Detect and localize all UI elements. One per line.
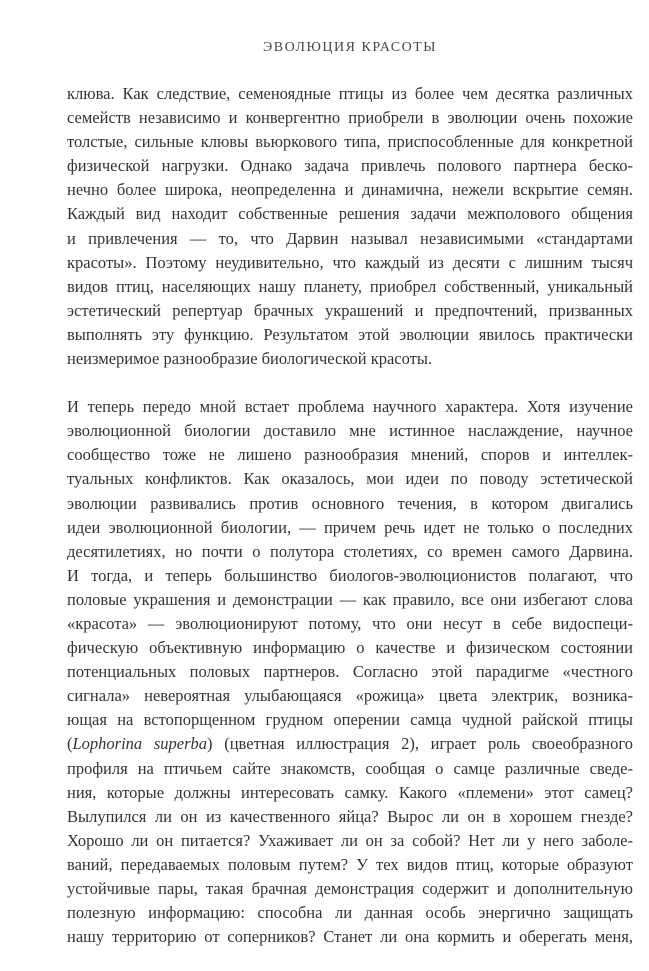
running-header: ЭВОЛЮЦИЯ КРАСОТЫ bbox=[263, 40, 437, 55]
text-line: потенциальных половых партнеров. Согласно этой парадигме «честного bbox=[67, 662, 633, 682]
text-line: половые украшения и демонстрации — как правило, все они избегают слова bbox=[67, 589, 633, 609]
text-line: ния, которые должны интересовать самку. Какого «племени» этот самец? bbox=[67, 782, 633, 802]
text-line: ющая на встопорщенном грудном оперении самца чудной райской птицы bbox=[67, 710, 633, 730]
text-line: устойчивые пары, такая брачная демонстрация содержит и дополнительную bbox=[67, 879, 633, 898]
text-line: туальных конфликтов. Как оказалось, мои идеи по поводу эстетической bbox=[67, 469, 633, 489]
text-line: нашу территорию от соперников? Станет ли она кормить и оберегать меня, bbox=[67, 927, 633, 947]
text-line: физической нагрузки. Однако задача привлечь полового партнера беско- bbox=[67, 156, 633, 176]
text-line: семейств независимо и конвергентно приобрели в эволюции очень похожие bbox=[67, 108, 633, 128]
text-line: нечно более широка, неопределенна и динамична, нежели вскрытие семян. bbox=[67, 180, 633, 200]
text-line: и привлечения — то, что Дарвин называл независимыми «стандартами bbox=[67, 228, 633, 248]
text-line: полезную информацию: способна ли данная особь энергично защищать bbox=[67, 903, 633, 923]
text-line: «красота» — эволюционируют потому, что они несут в себе видоспеци- bbox=[67, 613, 633, 633]
text-line: Каждый вид находит собственные решения задачи межполового общения bbox=[67, 204, 633, 224]
text-line: идеи эволюционной биологии, — причем речь идет не только о последних bbox=[67, 517, 633, 537]
text-line: фическую объективную информацию о качестве и физическом состоянии bbox=[67, 638, 633, 658]
text-line: эстетический репертуар брачных украшений и предпочтений, призванных bbox=[67, 300, 633, 320]
text-line: сигнала» невероятная улыбающаяся «рожица» цвета электрик, возника- bbox=[67, 686, 633, 706]
text-line: И тогда, и теперь большинство биологов-эволюционистов полагают, что bbox=[67, 565, 633, 585]
text-line: эволюционной биологии доставило мне истинное наслаждение, научное bbox=[67, 421, 633, 441]
text-line: десятилетиях, но почти о полутора столетиях, со времен самого Дарвина. bbox=[67, 541, 633, 561]
paragraph bbox=[67, 82, 633, 371]
paragraph bbox=[67, 395, 633, 949]
text-line: клюва. Как следствие, семеноядные птицы из более чем десятка различных bbox=[67, 84, 633, 103]
text-line: видов птиц, населяющих нашу планету, приобрел собственный, уникальный bbox=[67, 276, 633, 296]
text-line: эволюции развивались против основного течения, в котором двигались bbox=[67, 493, 633, 513]
page-body bbox=[67, 82, 633, 949]
text-line: выполнять эту функцию. Результатом этой эволюции явилось практически bbox=[67, 324, 633, 344]
text-line: сообщество тоже не лишено разнообразия мнений, споров и интеллек- bbox=[67, 445, 633, 465]
text-line: профиля на птичьем сайте знакомств, сообщая о самце различные сведе- bbox=[67, 758, 633, 778]
text-line: красоты». Поэтому неудивительно, что каждый из десяти с лишним тысяч bbox=[67, 252, 633, 272]
text-line: И теперь передо мной встает проблема научного характера. Хотя изучение bbox=[67, 397, 633, 417]
species-name-italic: Lophorina superba bbox=[72, 734, 208, 754]
text-line: неизмеримое разнообразие биологической красоты. bbox=[67, 349, 433, 369]
text-line: Хорошо ли он питается? Ухаживает ли он за собой? Нет ли у него заболе- bbox=[67, 830, 633, 850]
text-line: толстые, сильные клювы вьюркового типа, приспособленные для конкретной bbox=[67, 132, 633, 152]
text-line: Вылупился ли он из качественного яйца? Вырос ли он в хорошем гнезде? bbox=[67, 806, 633, 826]
text-line: (Lophorina superba) (цветная иллюстрация 2), играет роль своеобразного bbox=[67, 734, 633, 754]
text-line: ваний, передаваемых половым путем? У тех видов птиц, которые образуют bbox=[67, 854, 633, 874]
